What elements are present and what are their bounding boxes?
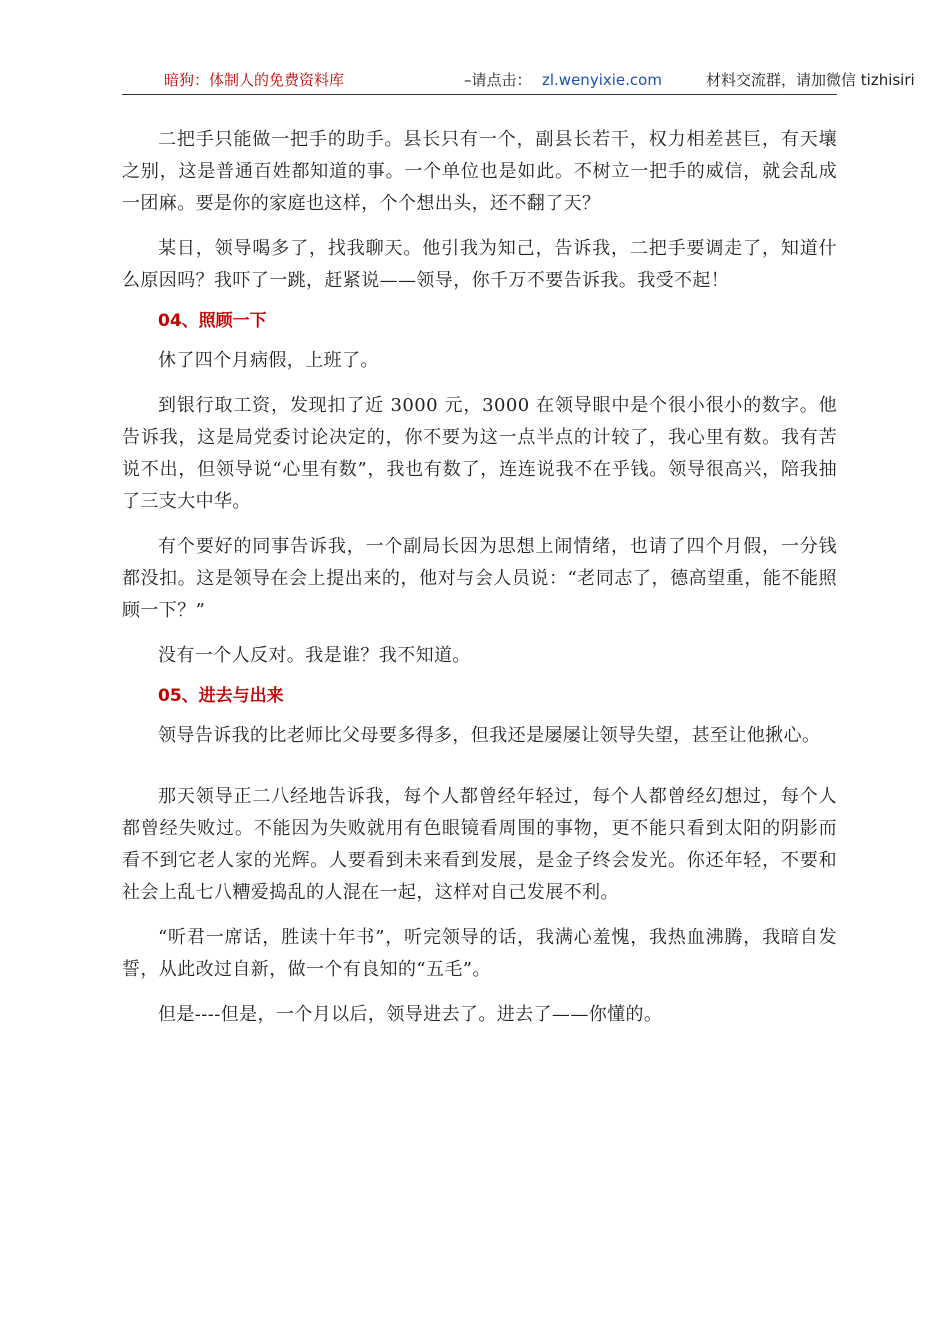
blank-line	[122, 752, 837, 781]
paragraph: 某日，领导喝多了，找我聊天。他引我为知己，告诉我，二把手要调走了，知道什么原因吗？我吓了一跳，赶紧说——领导，你千万不要告诉我。我受不起！	[122, 238, 837, 291]
paragraph: 但是----但是，一个月以后，领导进去了。进去了——你懂的。	[158, 1004, 663, 1025]
header-link[interactable]: zl.wenyixie.com	[542, 71, 662, 89]
header-brand: 暗狗：体制人的免费资料库	[164, 71, 345, 89]
section-heading-04: 04、照顾一下	[158, 311, 267, 331]
paragraph: 到银行取工资，发现扣了近 3000 元，3000 在领导眼中是个很小很小的数字。他告诉我，这是局党委讨论决定的，你不要为这一点半点的计较了，我心里有数。我有苦说不出，但领导说“心里有数”，我也有数了，连连说我不在乎钱。领导很高兴，陪我抽了三支大中华。	[122, 395, 837, 512]
paragraph: 没有一个人反对。我是谁？我不知道。	[158, 645, 471, 666]
section-heading-05: 05、进去与出来	[158, 686, 284, 706]
paragraph: 那天领导正二八经地告诉我，每个人都曾经年轻过，每个人都曾经幻想过，每个人都曾经失败过。不能因为失败就用有色眼镜看周围的事物，更不能只看到太阳的阴影而看不到它老人家的光辉。人要看到未来看到发展，是金子终会发光。你还年轻，不要和社会上乱七八糟爱捣乱的人混在一起，这样对自己发展不利。	[122, 786, 837, 903]
paragraph: 二把手只能做一把手的助手。县长只有一个，副县长若干，权力相差甚巨，有天壤之别，这是普通百姓都知道的事。一个单位也是如此。不树立一把手的威信，就会乱成一团麻。要是你的家庭也这样，个个想出头，还不翻了天？	[122, 129, 837, 214]
header-click-label: –请点击：	[464, 71, 532, 89]
paragraph: 休了四个月病假，上班了。	[158, 350, 379, 371]
header-wechat-note: 材料交流群，请加微信 tizhisiri	[706, 71, 915, 89]
paragraph: 有个要好的同事告诉我，一个副局长因为思想上闹情绪，也请了四个月假，一分钱都没扣。这是领导在会上提出来的，他对与会人员说：“老同志了，德高望重，能不能照顾一下？”	[122, 536, 837, 621]
paragraph: 领导告诉我的比老师比父母要多得多，但我还是屡屡让领导失望，甚至让他揪心。	[158, 725, 821, 746]
page-header	[122, 70, 915, 95]
article-body	[122, 124, 837, 1031]
paragraph: “听君一席话，胜读十年书”，听完领导的话，我满心羞愧，我热血沸腾，我暗自发誓，从此改过自新，做一个有良知的“五毛”。	[122, 927, 837, 980]
